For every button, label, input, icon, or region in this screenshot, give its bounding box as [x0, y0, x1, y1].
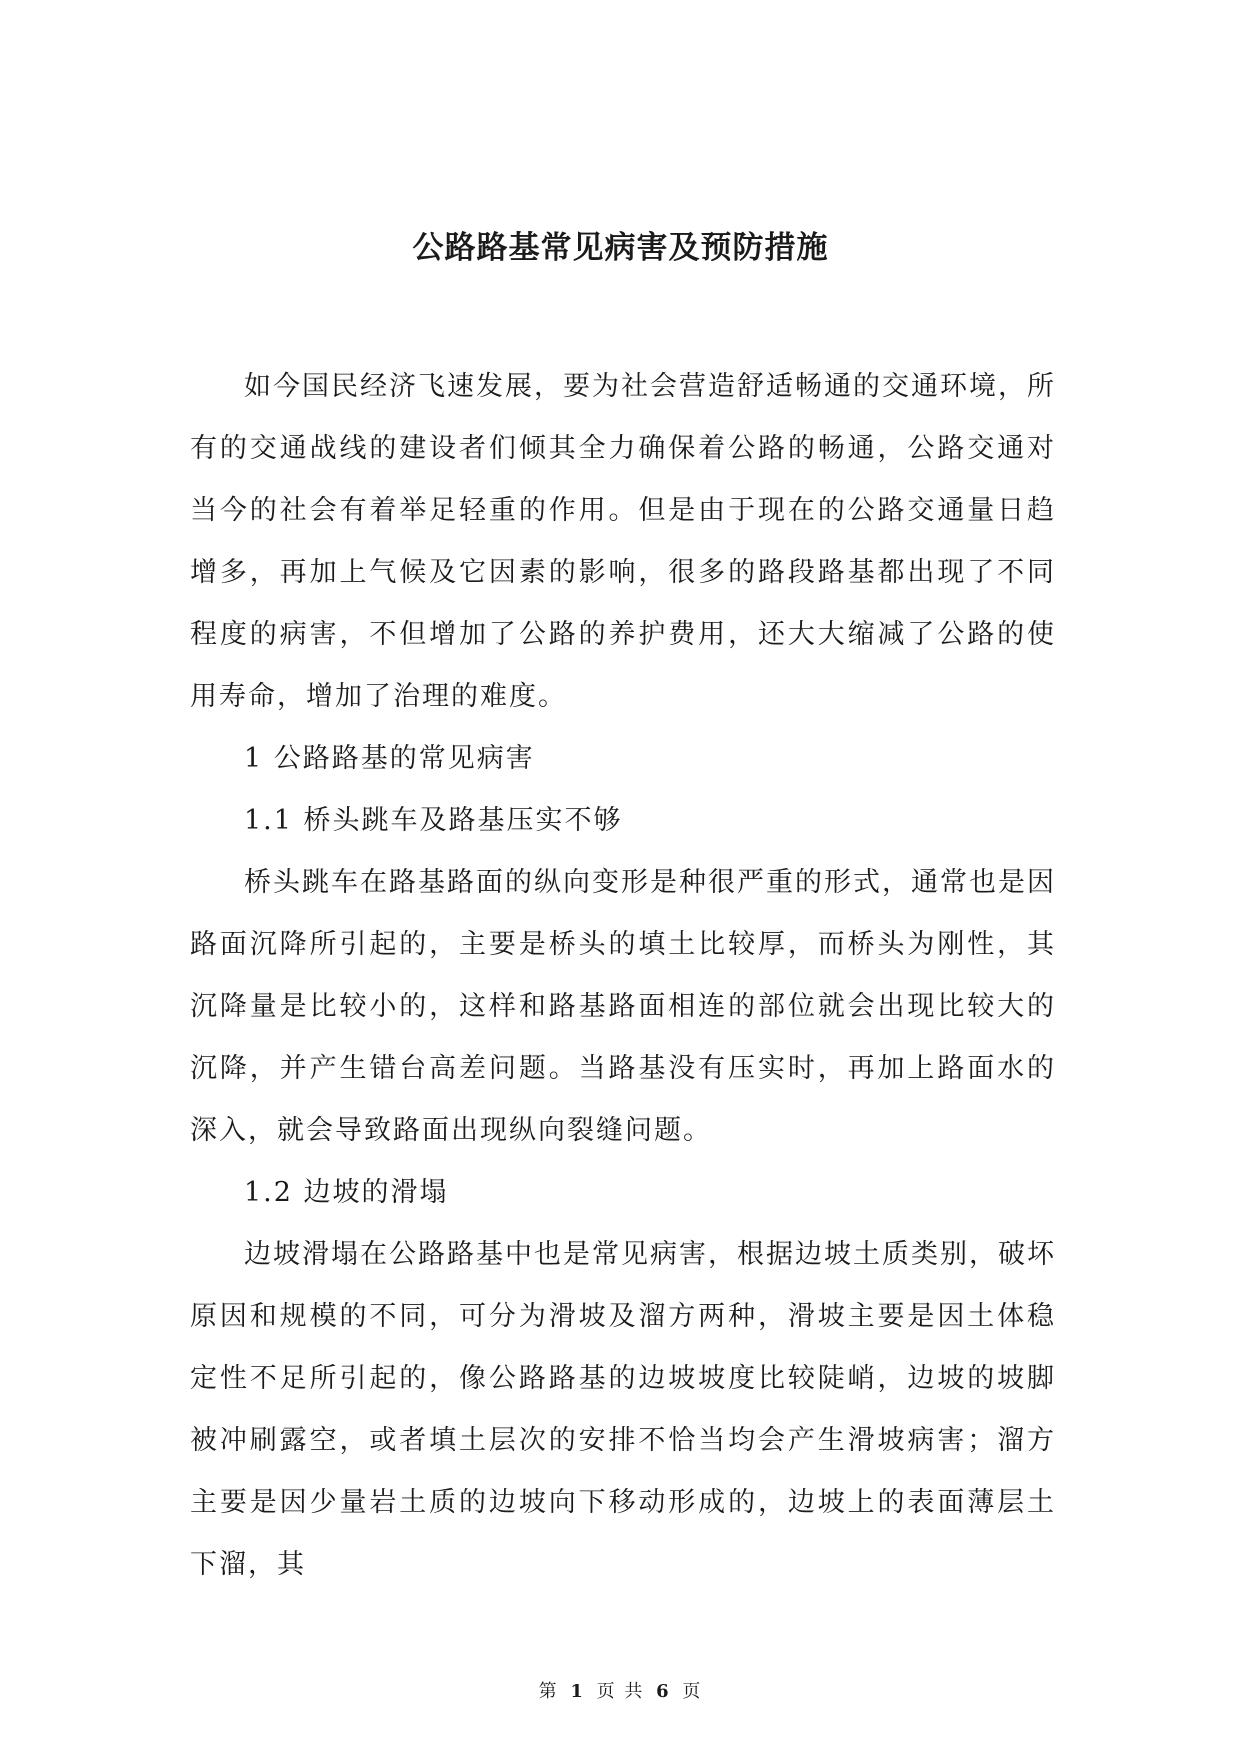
page-footer	[0, 1680, 1241, 1704]
footer-suffix: 页	[682, 1681, 703, 1702]
footer-middle: 页 共	[596, 1681, 645, 1702]
footer-total-pages: 6	[656, 1681, 671, 1702]
document-title: 公路路基常见病害及预防措施	[412, 230, 829, 266]
footer-current-page: 1	[570, 1681, 585, 1702]
document-body	[190, 356, 1056, 1596]
section-heading-1: 1 公路路基的常见病害	[244, 743, 535, 774]
subsection-heading-1-2: 1.2 边坡的滑塌	[244, 1177, 449, 1208]
paragraph-bridge-bump: 桥头跳车在路基路面的纵向变形是种很严重的形式，通常也是因路面沉降所引起的，主要是桥头的填土比较厚，而桥头为刚性，其沉降量是比较小的，这样和路基路面相连的部位就会出现比较大的沉降，并产生错台高差问题。当路基没有压实时，再加上路面水的深入，就会导致路面出现纵向裂缝问题。	[190, 867, 1056, 1146]
subsection-heading-1-1: 1.1 桥头跳车及路基压实不够	[244, 805, 623, 836]
footer-prefix: 第	[538, 1681, 559, 1702]
paragraph-slope-collapse: 边坡滑塌在公路路基中也是常见病害，根据边坡土质类别，破坏原因和规模的不同，可分为滑坡及溜方两种，滑坡主要是因土体稳定性不足所引起的，像公路路基的边坡坡度比较陡峭，边坡的坡脚被冲刷露空，或者填土层次的安排不恰当均会产生滑坡病害；溜方主要是因少量岩土质的边坡向下移动形成的，边坡上的表面薄层土下溜，其	[190, 1239, 1056, 1580]
intro-paragraph: 如今国民经济飞速发展，要为社会营造舒适畅通的交通环境，所有的交通战线的建设者们倾其全力确保着公路的畅通，公路交通对当今的社会有着举足轻重的作用。但是由于现在的公路交通量日趋增多，再加上气候及它因素的影响，很多的路段路基都出现了不同程度的病害，不但增加了公路的养护费用，还大大缩减了公路的使用寿命，增加了治理的难度。	[190, 371, 1056, 712]
